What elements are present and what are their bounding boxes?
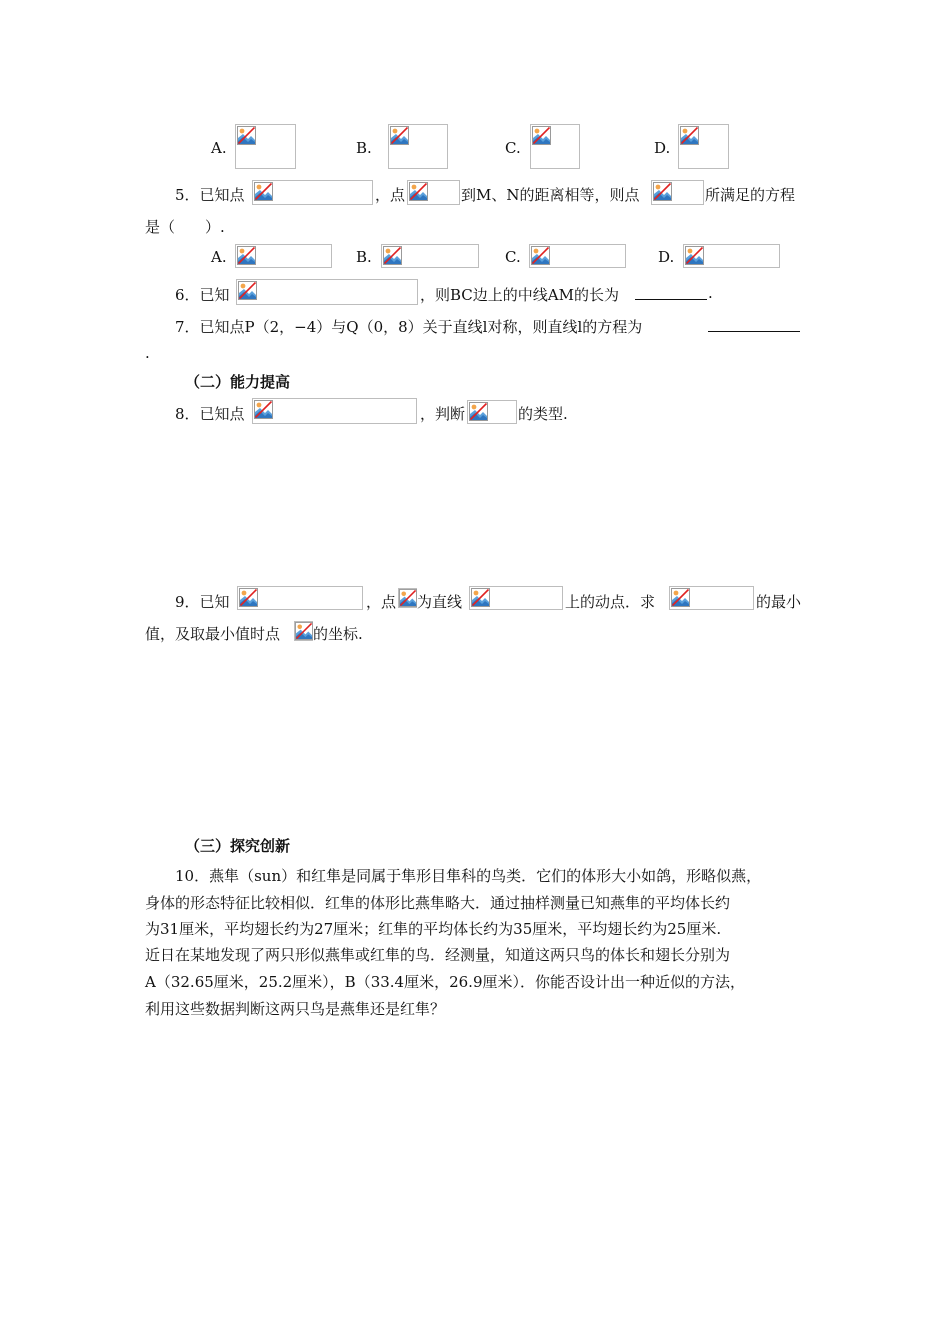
broken-image-icon [295,622,313,640]
question-text: ，点 [375,186,406,204]
broken-image-icon [531,246,550,265]
broken-image-icon [238,281,257,300]
formula-image [651,180,704,205]
question-text: 9．已知 [175,593,230,611]
formula-image [388,124,448,169]
question-text: 5．已知点 [175,186,245,204]
broken-image-icon [680,126,699,145]
formula-image [530,124,580,169]
question-text: 是（ ）. [145,218,225,236]
formula-image [252,398,417,424]
paragraph-line: 身体的形态特征比较相似．红隼的体形比燕隼略大．通过抽样测量已知燕隼的平均体长约 [145,894,731,912]
question-text: 的最小 [756,593,802,611]
broken-image-icon [390,126,409,145]
question-text: 所满足的方程 [705,186,796,204]
question-text: 到M、N的距离相等，则点 [461,186,640,204]
paragraph-line: 为31厘米，平均翅长约为27厘米；红隼的平均体长约为35厘米，平均翅长约为25厘米. [145,920,722,938]
paragraph-line: A（32.65厘米，25.2厘米），B（33.4厘米，26.9厘米）．你能否设计出一种近似的方法， [145,973,745,991]
formula-image [381,244,479,268]
option-b-label: B. [356,248,372,266]
formula-image [407,180,460,205]
formula-image [294,621,313,641]
question-text: ，则BC边上的中线AM的长为 [420,286,619,304]
question-text: ，判断 [420,405,466,423]
broken-image-icon [399,589,417,607]
option-c-label: C. [505,248,521,266]
question-text: . [708,284,713,302]
formula-image [678,124,729,169]
broken-image-icon [469,402,488,421]
section-heading: （三）探究创新 [185,837,291,855]
broken-image-icon [254,182,273,201]
formula-image [669,586,754,610]
option-d-label: D. [654,139,671,157]
paragraph-line: 近日在某地发现了两只形似燕隼或红隼的鸟．经测量，知道这两只鸟的体长和翅长分别为 [145,946,731,964]
section-heading: （二）能力提高 [185,373,291,391]
formula-image [683,244,780,268]
option-a-label: A. [211,248,227,266]
formula-image [252,180,373,205]
formula-image [235,124,296,169]
question-text: 7．已知点P（2，−4）与Q（0，8）关于直线l对称，则直线l的方程为 [175,318,643,336]
question-text: . [145,344,150,362]
formula-image [469,586,563,610]
question-text: 的坐标. [313,625,363,643]
broken-image-icon [685,246,704,265]
formula-image [236,279,418,305]
broken-image-icon [532,126,551,145]
question-text: 值，及取最小值时点 [145,625,281,643]
broken-image-icon [254,400,273,419]
formula-image [235,244,332,268]
broken-image-icon [239,588,258,607]
question-text: 6．已知 [175,286,230,304]
formula-image [529,244,626,268]
broken-image-icon [383,246,402,265]
paragraph-line: 10．燕隼（sun）和红隼是同属于隼形目隼科的鸟类．它们的体形大小如鸽，形略似燕， [175,867,762,885]
formula-image [237,586,363,610]
option-c-label: C. [505,139,521,157]
option-b-label: B. [356,139,372,157]
answer-blank [635,284,707,300]
option-a-label: A. [211,139,227,157]
question-text: 为直线 [417,593,463,611]
broken-image-icon [671,588,690,607]
broken-image-icon [237,126,256,145]
broken-image-icon [409,182,428,201]
paragraph-line: 利用这些数据判断这两只鸟是燕隼还是红隼？ [145,1000,446,1018]
question-text: 的类型. [518,405,568,423]
question-text: ，点 [366,593,397,611]
question-text: 8．已知点 [175,405,245,423]
broken-image-icon [237,246,256,265]
formula-image [398,588,417,608]
broken-image-icon [653,182,672,201]
broken-image-icon [471,588,490,607]
answer-blank [708,316,800,332]
formula-image [467,400,517,424]
option-d-label: D. [658,248,675,266]
question-text: 上的动点．求 [565,593,656,611]
